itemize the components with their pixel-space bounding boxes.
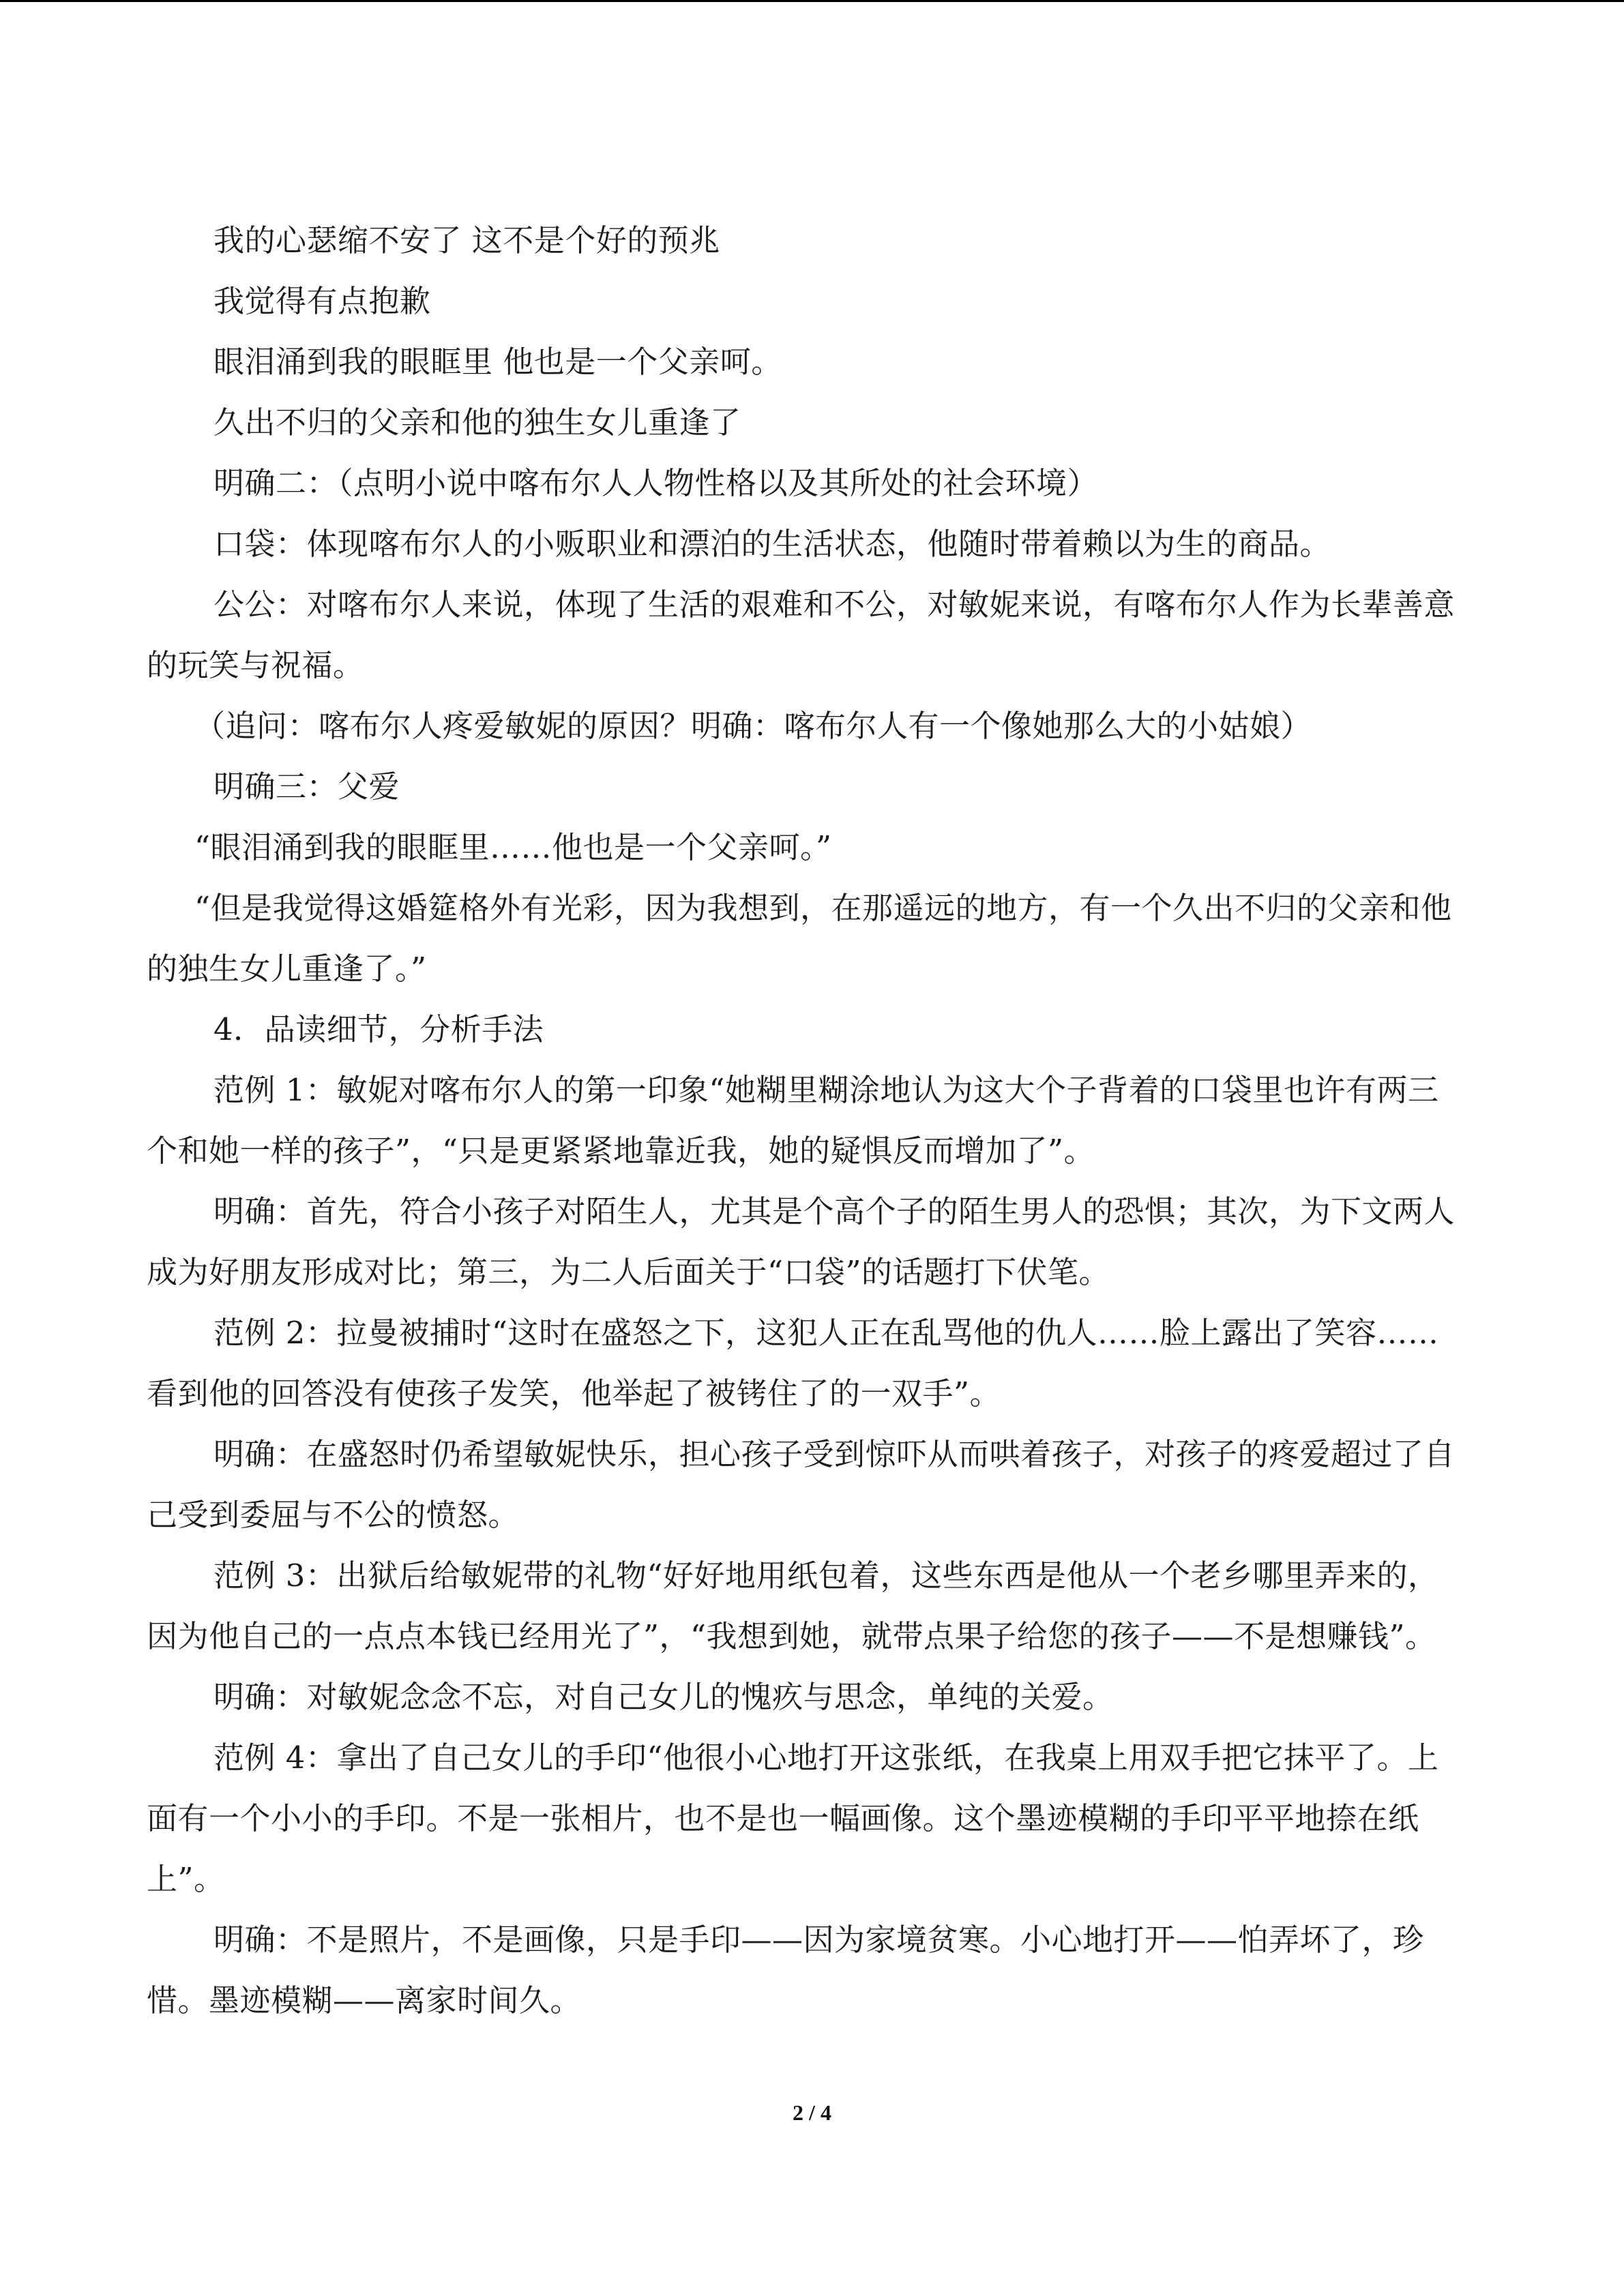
paragraph-father-in-law: 公公：对喀布尔人来说，体现了生活的艰难和不公，对敏妮来说，有喀布尔人作为长辈善意的玩笑与祝福。 — [147, 586, 1456, 683]
paragraph-clarify-example-3: 明确：对敏妮念念不忘，对自己女儿的愧疚与思念，单纯的关爱。 — [213, 1679, 1114, 1715]
paragraph-quote-1: 我的心瑟缩不安了 这不是个好的预兆 — [213, 222, 720, 258]
paragraph-example-4: 范例 4：拿出了自己女儿的手印“他很小心地打开这张纸，在我桌上用双手把它抹平了。上面有一个小小的手印。不是一张相片，也不是也一幅画像。这个墨迹模糊的手印平平地捺在纸上”。 — [147, 1740, 1439, 1897]
paragraph-quote-tears: “眼泪涌到我的眼眶里……他也是一个父亲呵。” — [194, 829, 832, 865]
paragraph-example-2: 范例 2：拉曼被捕时“这时在盛怒之下，这犯人正在乱骂他的仇人……脸上露出了笑容……看到他的回答没有使孩子发笑，他举起了被铐住了的一双手”。 — [147, 1315, 1439, 1412]
paragraph-clarify-example-2: 明确：在盛怒时仍希望敏妮快乐，担心孩子受到惊吓从而哄着孩子，对孩子的疼爱超过了自己受到委屈与不公的愤怒。 — [147, 1436, 1456, 1533]
paragraph-quote-wedding: “但是我觉得这婚筵格外有光彩，因为我想到，在那遥远的地方，有一个久出不归的父亲和他的独生女儿重逢了。” — [147, 890, 1452, 987]
paragraph-quote-3: 眼泪涌到我的眼眶里 他也是一个父亲呵。 — [213, 344, 782, 380]
document-body — [147, 210, 1463, 2031]
paragraph-clarify-2: 明确二：（点明小说中喀布尔人人物性格以及其所处的社会环境） — [213, 465, 1099, 501]
paragraph-example-1: 范例 1：敏妮对喀布尔人的第一印象“她糊里糊涂地认为这大个子背着的口袋里也许有两三个和她一样的孩子”，“只是更紧紧地靠近我，她的疑惧反而增加了”。 — [147, 1072, 1439, 1169]
paragraph-pocket: 口袋：体现喀布尔人的小贩职业和漂泊的生活状态，他随时带着赖以为生的商品。 — [213, 526, 1331, 562]
paragraph-example-3: 范例 3：出狱后给敏妮带的礼物“好好地用纸包着，这些东西是他从一个老乡哪里弄来的，因为他自己的一点点本钱已经用光了”，“我想到她，就带点果子给您的孩子——不是想赚钱”。 — [147, 1557, 1439, 1654]
paragraph-clarify-3: 明确三：父爱 — [213, 769, 400, 805]
section-heading-details: 4．品读细节，分析手法 — [213, 1011, 544, 1047]
paragraph-clarify-example-4: 明确：不是照片，不是画像，只是手印——因为家境贫寒。小心地打开——怕弄坏了，珍惜。墨迹模糊——离家时间久。 — [147, 1922, 1424, 2018]
paragraph-quote-2: 我觉得有点抱歉 — [213, 283, 431, 319]
top-border-line — [0, 0, 1624, 2]
paragraph-quote-4: 久出不归的父亲和他的独生女儿重逢了 — [213, 404, 741, 441]
paragraph-clarify-example-1: 明确：首先，符合小孩子对陌生人，尤其是个高个子的陌生男人的恐惧；其次，为下文两人成为好朋友形成对比；第三，为二人后面关于“口袋”的话题打下伏笔。 — [147, 1193, 1456, 1290]
page-number: 2 / 4 — [793, 2100, 831, 2125]
paragraph-follow-up: （追问：喀布尔人疼爱敏妮的原因？明确：喀布尔人有一个像她那么大的小姑娘） — [194, 708, 1312, 744]
